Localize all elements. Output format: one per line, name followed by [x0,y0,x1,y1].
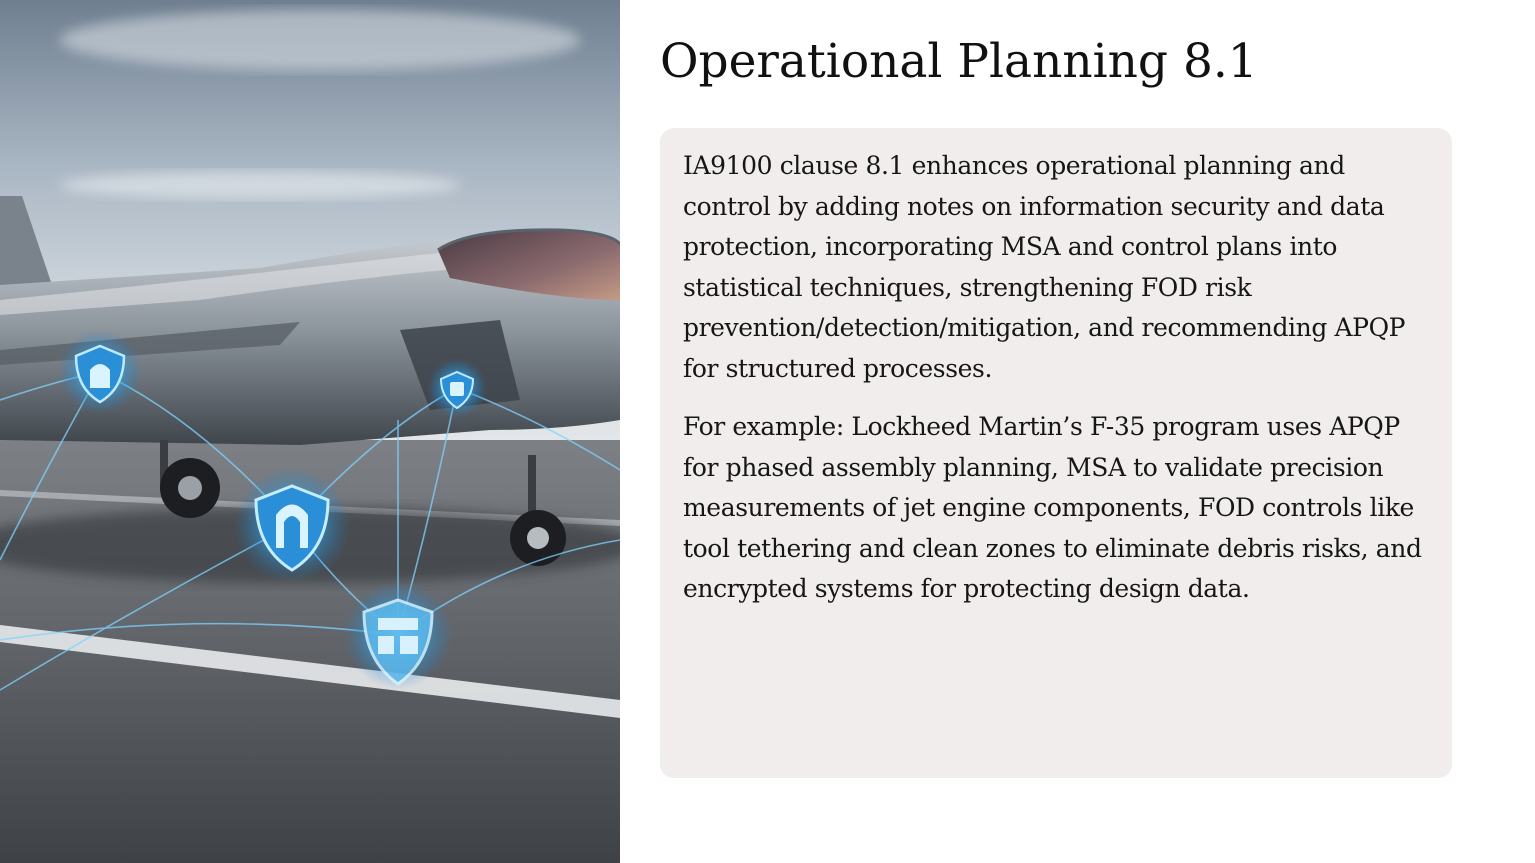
jet-illustration [0,0,620,863]
shield-lock-icon [427,358,487,418]
body-paragraph: IA9100 clause 8.1 enhances operational planning and control by adding notes on information security and data protection, incorporating MSA and control plans into statistical techniques, strengthening FOD risk prevention/detection/mitigation, and recommending APQP for structured processes. [683,151,1406,383]
slide-title: Operational Planning 8.1 [660,34,1258,89]
content-card [660,128,1452,778]
shield-lock-icon [58,330,142,414]
slide-image [0,0,620,863]
shield-server-icon [344,581,452,689]
shield-lock-icon [234,467,350,583]
example-paragraph: For example: Lockheed Martin’s F-35 program uses APQP for phased assembly planning, MSA to validate precision measurements of jet engine components, FOD controls like tool tethering and clean zones to eliminate debris risks, and encrypted systems for protecting design data. [683,412,1422,603]
